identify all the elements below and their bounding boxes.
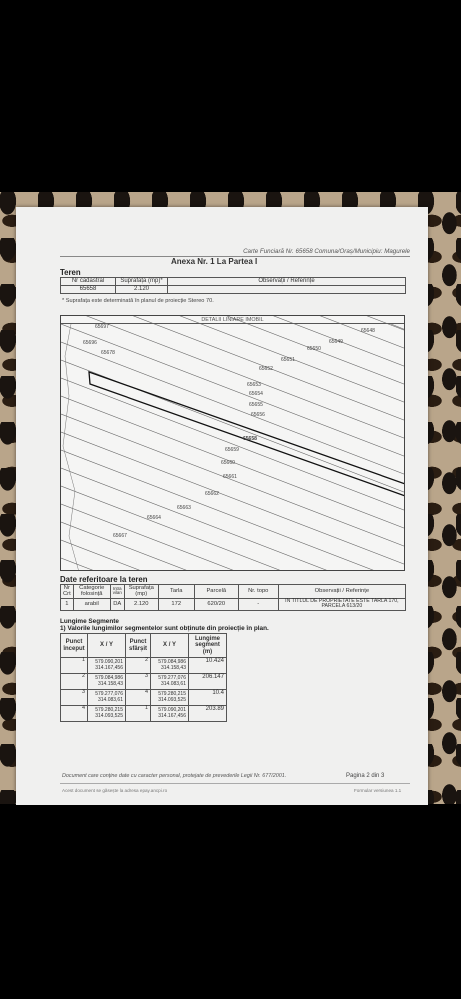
ref-header-tarla: Tarla <box>158 585 194 599</box>
carte-funciara-header: Carte Funciară Nr. 65658 Comuna/Oraș/Municipiu: Magurele <box>243 248 410 255</box>
ref-cell-parcela: 620/20 <box>194 598 238 610</box>
ref-cell-intravilan: DA <box>110 598 124 610</box>
lungime-table <box>60 633 227 722</box>
lg-punct-start: 2 <box>61 674 88 690</box>
lungime-subtitle: 1) Valorile lungimilor segmentelor sunt obținute din proiecție în plan. <box>60 625 269 632</box>
cell-observatii <box>168 285 406 293</box>
lg-x-end: 579.084,986 <box>158 658 186 665</box>
lg-x-end: 579.277,076 <box>158 674 186 681</box>
ref-cell-suprafata: 2.120 <box>124 598 158 610</box>
neighbour-parcel-label: 65656 <box>251 412 265 418</box>
footer-form-version: Formular versiunea 1.1 <box>354 788 402 793</box>
header-suprafata: Suprafața (mp)* <box>116 278 168 286</box>
ref-header-intravilan: Intra vilan <box>110 585 124 599</box>
parcel-boundary-line <box>61 522 405 571</box>
parcel-boundary-line <box>61 414 405 547</box>
lg-y-end: 314.083,61 <box>160 680 186 687</box>
neighbour-parcel-label: 65661 <box>223 474 237 480</box>
lg-punct-start: 1 <box>61 658 88 674</box>
neighbour-parcel-label: 65649 <box>329 339 343 345</box>
neighbour-parcel-label: 65648 <box>361 328 375 334</box>
parcel-boundary-line <box>61 316 405 421</box>
lg-header-xy-1: X / Y <box>88 634 126 658</box>
lg-header-xy-2: X / Y <box>151 634 189 658</box>
lg-punct-end: 3 <box>126 674 151 690</box>
plan-edge-line <box>391 324 405 571</box>
parcel-boundary-line <box>61 378 405 511</box>
lg-length: 10.4 <box>189 690 227 706</box>
lg-y-end: 314.158,43 <box>160 664 186 671</box>
parcel-boundary-line <box>61 316 405 439</box>
ref-header-nr-topo: Nr. topo <box>238 585 278 599</box>
plan-drawing <box>61 316 405 571</box>
neighbour-parcel-label: 65663 <box>177 505 191 511</box>
lg-header-punct-inceput: Punct început <box>61 634 88 658</box>
lg-length: 203.89 <box>189 706 227 722</box>
ref-cell-nr: 1 <box>61 598 74 610</box>
neighbour-parcel-label: 65654 <box>249 391 263 397</box>
top-black-area <box>0 0 461 192</box>
cell-nr-cadastral: 65658 <box>61 285 116 293</box>
lg-xy-end <box>151 674 189 690</box>
neighbour-parcel-label: 65662 <box>205 491 219 497</box>
neighbour-parcel-label: 65664 <box>147 515 161 521</box>
lg-x-start: 579.277,076 <box>95 690 123 697</box>
referitoare-table <box>60 584 406 611</box>
parcel-boundary-line <box>61 316 405 367</box>
lg-y-start: 314.093,525 <box>95 712 123 719</box>
header-nr-cadastral: Nr cadastral <box>61 278 116 286</box>
plan-title: DETALII LINIARE IMOBIL <box>61 316 404 324</box>
footer-page-number: Pagina 2 din 3 <box>346 773 385 779</box>
footer-divider <box>60 783 410 784</box>
lungime-row <box>61 690 227 706</box>
neighbour-parcel-label: 65655 <box>249 402 263 408</box>
neighbour-parcel-label: 65667 <box>113 533 127 539</box>
lg-xy-end <box>151 658 189 674</box>
lg-xy-start <box>88 674 126 690</box>
plan-edge-line <box>63 324 79 571</box>
ref-header-suprafata: Suprafața (mp) <box>124 585 158 599</box>
lg-xy-start <box>88 690 126 706</box>
ref-cell-nr-topo: - <box>238 598 278 610</box>
ref-header-categorie: Categorie folosință <box>73 585 110 599</box>
teren-table <box>60 277 406 294</box>
ref-cell-observatii: IN TITLUL DE PROPRIETATE ESTE TARLA 170, PARCELA 613/20 <box>278 598 405 610</box>
lg-punct-start: 3 <box>61 690 88 706</box>
parcel-boundary-line <box>61 342 405 475</box>
lg-xy-end <box>151 690 189 706</box>
lg-punct-start: 4 <box>61 706 88 722</box>
parcel-boundary-line <box>61 468 405 571</box>
footer-legal-note: Document care conține date cu caracter personal, protejate de prevederile Legii Nr. 677/2001. <box>62 773 287 779</box>
lungime-row <box>61 706 227 722</box>
neighbour-parcel-label: 65696 <box>83 340 97 346</box>
lg-length: 206.147 <box>189 674 227 690</box>
neighbour-parcel-label: 65653 <box>247 382 261 388</box>
teren-title: Teren <box>60 268 81 277</box>
lg-x-end: 579.280,215 <box>158 690 186 697</box>
ref-cell-tarla: 172 <box>158 598 194 610</box>
document-page <box>16 207 428 805</box>
lg-x-start: 579.084,986 <box>95 674 123 681</box>
lg-x-start: 579.280,215 <box>95 706 123 713</box>
parcel-boundary-line <box>61 324 405 457</box>
neighbour-parcel-label: 65678 <box>101 350 115 356</box>
referitoare-row <box>61 598 406 610</box>
lg-xy-end <box>151 706 189 722</box>
lg-header-punct-sfarsit: Punct sfârșit <box>126 634 151 658</box>
lungime-row <box>61 674 227 690</box>
lg-y-start: 314.167,456 <box>95 664 123 671</box>
ref-header-observatii: Observații / Referințe <box>278 585 405 599</box>
parcel-boundary-line <box>61 450 405 571</box>
neighbour-parcel-label: 65697 <box>95 324 109 330</box>
lg-y-start: 314.083,61 <box>97 696 123 703</box>
cell-suprafata: 2.120 <box>116 285 168 293</box>
neighbour-parcel-label: 65660 <box>221 460 235 466</box>
ref-cell-categorie: arabil <box>73 598 110 610</box>
bottom-black-area <box>0 804 461 999</box>
annex-title: Anexa Nr. 1 La Partea I <box>171 257 258 266</box>
lg-xy-start <box>88 658 126 674</box>
neighbour-parcel-label: 65659 <box>225 447 239 453</box>
lg-y-end: 314.167,456 <box>158 712 186 719</box>
lg-y-end: 314.093,525 <box>158 696 186 703</box>
lg-punct-end: 2 <box>126 658 151 674</box>
neighbour-parcel-label: 65651 <box>281 357 295 363</box>
lungime-header-row <box>61 634 227 658</box>
parcel-boundary-line <box>61 486 405 571</box>
parcel-boundary-line <box>61 316 405 403</box>
referitoare-title: Date referitoare la teren <box>60 575 148 584</box>
lg-xy-start <box>88 706 126 722</box>
lg-header-lungime: Lungime segment (m) <box>189 634 227 658</box>
suprafata-note: * Suprafața este determinată în planul de proiecție Stereo 70. <box>62 298 214 304</box>
main-parcel-label: 65658 <box>243 436 257 442</box>
lungime-title: Lungime Segmente <box>60 618 119 625</box>
lg-x-end: 579.090,201 <box>158 706 186 713</box>
lg-punct-end: 1 <box>126 706 151 722</box>
lungime-row <box>61 658 227 674</box>
cadastral-plan <box>60 315 405 571</box>
lg-punct-end: 4 <box>126 690 151 706</box>
header-observatii: Observații / Referințe <box>168 278 406 286</box>
lg-y-start: 314.158,43 <box>97 680 123 687</box>
ref-header-nr: Nr Crt <box>61 585 74 599</box>
referitoare-header-row <box>61 585 406 599</box>
footer-epay-note: Acest document se găsește la adresa epay.ancpi.ro <box>62 788 168 793</box>
neighbour-parcel-label: 65652 <box>259 366 273 372</box>
neighbour-parcel-label: 65650 <box>307 346 321 352</box>
ref-header-parcela: Parcelă <box>194 585 238 599</box>
lg-length: 10.424 <box>189 658 227 674</box>
lg-x-start: 579.090,201 <box>95 658 123 665</box>
